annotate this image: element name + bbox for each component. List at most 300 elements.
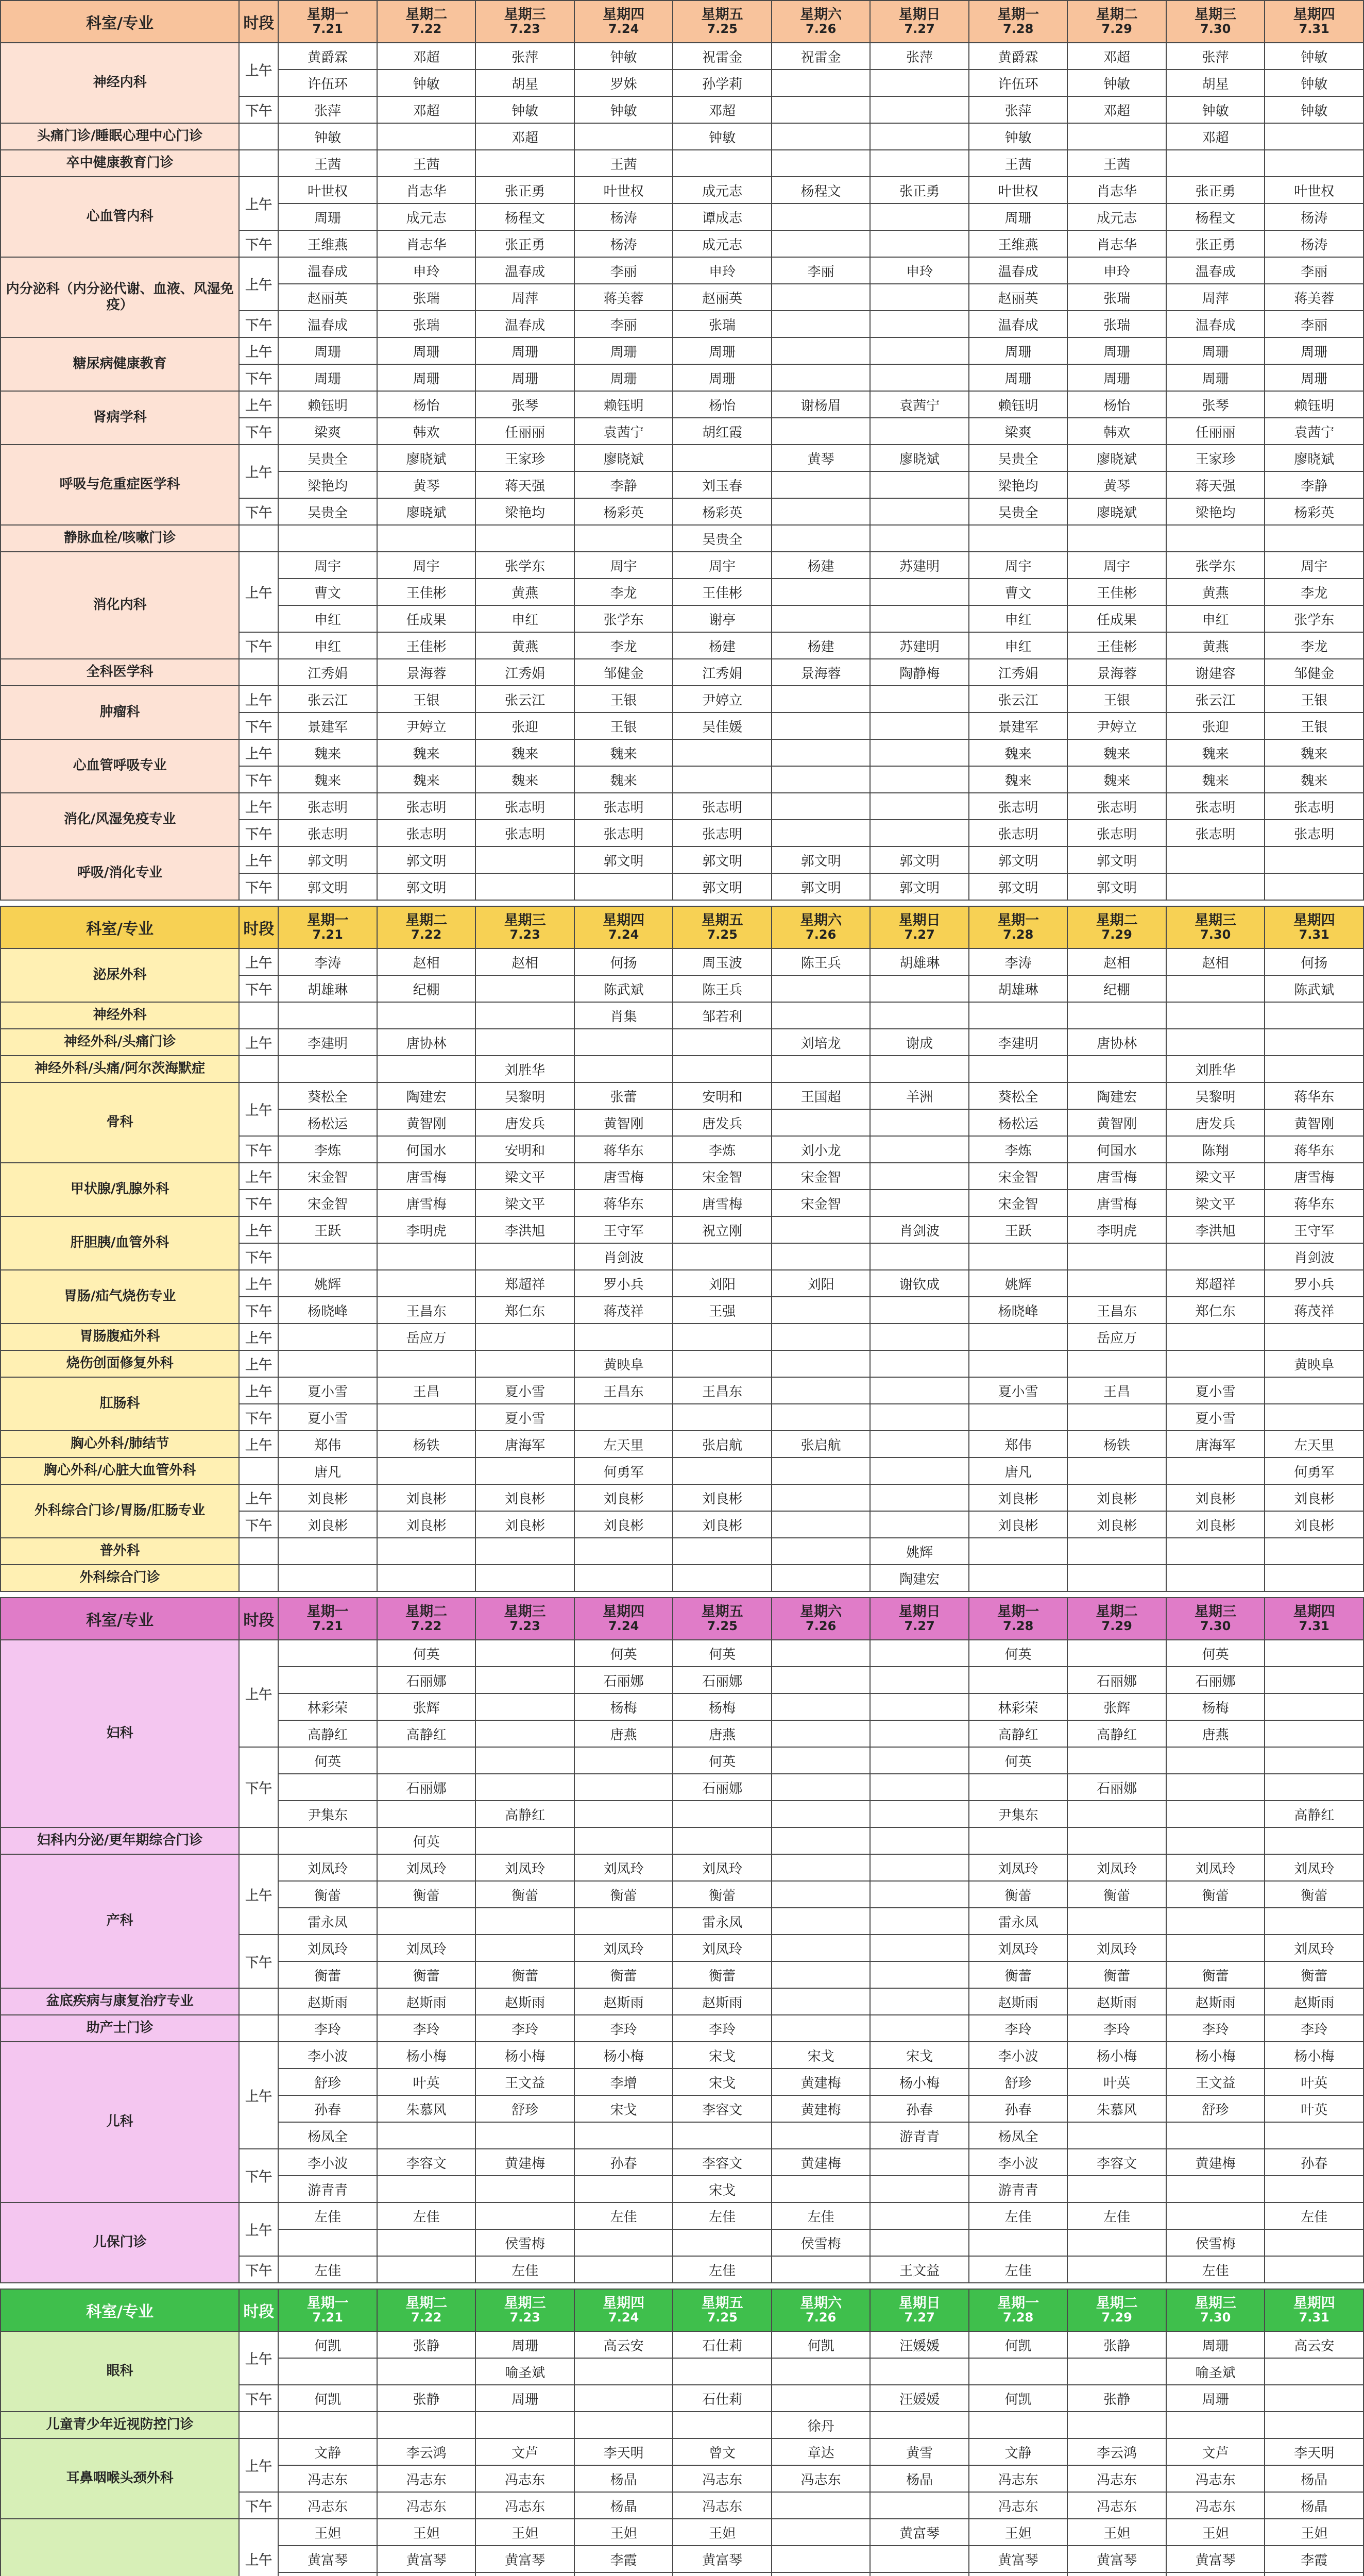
doctor-cell: 申红 <box>969 605 1068 632</box>
doctor-cell: 廖晓斌 <box>1067 498 1166 525</box>
doctor-cell: 张志明 <box>673 793 772 820</box>
doctor-cell <box>377 1908 476 1935</box>
doctor-cell: 刘良彬 <box>278 1484 377 1511</box>
time-label: 上午 <box>239 43 278 96</box>
doctor-cell: 石仕莉 <box>673 2385 772 2412</box>
doctor-cell: 张学东 <box>475 552 574 579</box>
doctor-cell <box>772 1538 871 1565</box>
doctor-cell <box>772 1377 871 1404</box>
header-day <box>377 1598 476 1640</box>
doctor-cell: 周珊 <box>1166 337 1265 364</box>
time-label: 下午 <box>239 96 278 123</box>
doctor-cell <box>278 1243 377 1270</box>
time-label: 上午 <box>239 1324 278 1350</box>
time-label: 下午 <box>239 1511 278 1538</box>
table-row <box>1 1082 1363 1109</box>
doctor-cell <box>870 1136 969 1163</box>
table-row <box>1 659 1363 686</box>
doctor-cell: 唐海军 <box>1166 1431 1265 1458</box>
doctor-cell: 杨晶 <box>574 2465 673 2492</box>
doctor-cell: 黄建梅 <box>772 2069 871 2095</box>
doctor-cell <box>870 1854 969 1881</box>
doctor-cell: 任成果 <box>1067 605 1166 632</box>
doctor-cell: 冯志东 <box>377 2492 476 2519</box>
doctor-cell: 张志明 <box>278 793 377 820</box>
doctor-cell: 钟敏 <box>278 123 377 150</box>
doctor-cell: 温春成 <box>278 257 377 284</box>
doctor-cell <box>673 766 772 793</box>
table-row <box>1 445 1363 471</box>
doctor-cell: 梁爽 <box>969 418 1068 445</box>
doctor-cell <box>574 525 673 552</box>
time-label: 下午 <box>239 1404 278 1431</box>
doctor-cell <box>772 2492 871 2519</box>
doctor-cell: 郑伟 <box>278 1431 377 1458</box>
doctor-cell <box>772 1854 871 1881</box>
weekday-label: 星期六 <box>800 912 842 929</box>
doctor-cell <box>1166 1827 1265 1854</box>
weekday-label: 星期三 <box>1195 912 1237 929</box>
doctor-cell: 杨建 <box>772 552 871 579</box>
section-green <box>0 2289 1364 2576</box>
doctor-cell <box>574 1774 673 1801</box>
doctor-cell: 衡蕾 <box>1067 1881 1166 1908</box>
doctor-cell: 何凯 <box>969 2331 1068 2358</box>
doctor-cell: 黄智刚 <box>1265 1109 1363 1136</box>
doctor-cell <box>1265 2176 1363 2202</box>
doctor-cell <box>870 686 969 713</box>
doctor-cell <box>673 2229 772 2256</box>
doctor-cell: 赵丽英 <box>278 284 377 311</box>
dept-label: 胃肠腹疝外科 <box>1 1324 239 1350</box>
doctor-cell: 黄建梅 <box>772 2149 871 2176</box>
doctor-cell: 申玲 <box>377 257 476 284</box>
time-label: 上午 <box>239 793 278 820</box>
doctor-cell: 何英 <box>673 1640 772 1667</box>
time-label: 下午 <box>239 1136 278 1163</box>
doctor-cell: 梁艳均 <box>969 471 1068 498</box>
time-label: 下午 <box>239 1190 278 1216</box>
doctor-cell: 何凯 <box>278 2385 377 2412</box>
time-label: 下午 <box>239 2385 278 2412</box>
doctor-cell: 周宇 <box>278 552 377 579</box>
weekday-label: 星期五 <box>701 7 743 23</box>
doctor-cell: 赵丽英 <box>969 284 1068 311</box>
doctor-cell <box>1265 1056 1363 1082</box>
doctor-cell: 李炼 <box>278 1136 377 1163</box>
weekday-label: 星期一 <box>306 7 349 23</box>
doctor-cell <box>673 2358 772 2385</box>
doctor-cell: 赵斯雨 <box>969 1988 1068 2015</box>
doctor-cell: 赖钰明 <box>574 391 673 418</box>
doctor-cell <box>772 1458 871 1484</box>
doctor-cell: 杨程文 <box>1166 204 1265 230</box>
doctor-cell <box>772 337 871 364</box>
doctor-cell: 黄富琴 <box>377 2546 476 2572</box>
weekday-label: 星期日 <box>898 1604 941 1620</box>
doctor-cell: 衡蕾 <box>574 1881 673 1908</box>
time-label: 下午 <box>239 1243 278 1270</box>
doctor-cell: 黄富琴 <box>969 2546 1068 2572</box>
date-label: 7.22 <box>411 2310 442 2325</box>
weekday-label: 星期一 <box>997 2295 1039 2312</box>
doctor-cell <box>475 2202 574 2229</box>
header-row <box>1 2289 1363 2331</box>
doctor-cell: 张志明 <box>1166 820 1265 846</box>
doctor-cell <box>475 1935 574 1961</box>
doctor-cell: 左佳 <box>278 2202 377 2229</box>
doctor-cell <box>870 2229 969 2256</box>
doctor-cell: 王茜 <box>377 150 476 177</box>
doctor-cell: 周珊 <box>1166 2385 1265 2412</box>
doctor-cell: 祝雷金 <box>673 43 772 70</box>
doctor-cell <box>870 820 969 846</box>
weekday-label: 星期一 <box>997 912 1039 929</box>
doctor-cell: 黄映阜 <box>1265 1350 1363 1377</box>
doctor-cell: 蒋华东 <box>1265 1136 1363 1163</box>
doctor-cell: 唐雪梅 <box>377 1163 476 1190</box>
weekday-label: 星期二 <box>405 1604 448 1620</box>
doctor-cell: 张志明 <box>1067 820 1166 846</box>
doctor-cell <box>377 2229 476 2256</box>
weekday-label: 星期四 <box>603 7 645 23</box>
doctor-cell: 陈翔 <box>1166 1136 1265 1163</box>
date-label: 7.23 <box>509 2310 540 2325</box>
doctor-cell: 谭成志 <box>673 204 772 230</box>
doctor-cell: 刘玉春 <box>673 471 772 498</box>
header-day <box>1265 1598 1363 1640</box>
doctor-cell: 宋戈 <box>673 2176 772 2202</box>
doctor-cell: 赵丽英 <box>673 284 772 311</box>
doctor-cell: 杨涛 <box>574 204 673 230</box>
doctor-cell <box>475 1538 574 1565</box>
doctor-cell: 何英 <box>969 1747 1068 1774</box>
table-row <box>1 1640 1363 1667</box>
doctor-cell <box>772 150 871 177</box>
doctor-cell: 杨涛 <box>1265 230 1363 257</box>
doctor-cell: 杨晓峰 <box>969 1297 1068 1324</box>
doctor-cell <box>772 605 871 632</box>
doctor-cell: 邓超 <box>377 43 476 70</box>
schedule-table <box>0 1597 1364 2283</box>
doctor-cell: 宋戈 <box>772 2042 871 2069</box>
doctor-cell: 廖晓斌 <box>1067 445 1166 471</box>
doctor-cell: 钟敏 <box>1265 96 1363 123</box>
doctor-cell: 任丽丽 <box>1166 418 1265 445</box>
doctor-cell: 高静红 <box>278 1720 377 1747</box>
doctor-cell: 魏来 <box>475 739 574 766</box>
doctor-cell: 张学东 <box>1166 552 1265 579</box>
doctor-cell: 孙春 <box>969 2095 1068 2122</box>
time-label: 上午 <box>239 445 278 498</box>
doctor-cell <box>1265 525 1363 552</box>
header-day <box>1067 1 1166 43</box>
doctor-cell: 李丽 <box>1265 257 1363 284</box>
doctor-cell: 衡蕾 <box>1166 1961 1265 1988</box>
doctor-cell <box>574 873 673 900</box>
header-day <box>772 1 871 43</box>
doctor-cell: 宋戈 <box>673 2069 772 2095</box>
time-label <box>239 2015 278 2042</box>
doctor-cell: 左佳 <box>969 2256 1068 2283</box>
doctor-cell <box>870 1109 969 1136</box>
doctor-cell <box>673 739 772 766</box>
dept-label: 眼科 <box>1 2331 239 2412</box>
weekday-label: 星期五 <box>701 2295 743 2312</box>
time-label: 下午 <box>239 975 278 1002</box>
schedule-table <box>0 2289 1364 2576</box>
dept-label: 助产士门诊 <box>1 2015 239 2042</box>
doctor-cell <box>870 1190 969 1216</box>
time-label: 下午 <box>239 820 278 846</box>
doctor-cell: 衡蕾 <box>1166 1881 1265 1908</box>
header-day <box>574 906 673 948</box>
doctor-cell: 赵相 <box>475 948 574 975</box>
doctor-cell: 蒋华东 <box>1265 1190 1363 1216</box>
doctor-cell: 高静红 <box>475 1801 574 1827</box>
doctor-cell: 王维燕 <box>278 230 377 257</box>
doctor-cell: 周珊 <box>475 2385 574 2412</box>
doctor-cell <box>278 2229 377 2256</box>
doctor-cell: 朱慕风 <box>1067 2095 1166 2122</box>
date-label: 7.27 <box>904 927 935 942</box>
doctor-cell: 孙学莉 <box>673 70 772 96</box>
header-day <box>969 906 1068 948</box>
doctor-cell <box>278 1538 377 1565</box>
table-row <box>1 150 1363 177</box>
doctor-cell <box>772 2358 871 2385</box>
time-label <box>239 525 278 552</box>
doctor-cell: 张启航 <box>772 1431 871 1458</box>
dept-label: 骨科 <box>1 1082 239 1163</box>
doctor-cell: 尹集东 <box>278 1801 377 1827</box>
doctor-cell: 郭文明 <box>969 873 1068 900</box>
doctor-cell <box>574 2256 673 2283</box>
doctor-cell: 张正勇 <box>870 177 969 204</box>
doctor-cell: 张志明 <box>969 793 1068 820</box>
doctor-cell: 赵斯雨 <box>1067 1988 1166 2015</box>
table-row <box>1 846 1363 873</box>
doctor-cell: 成元志 <box>1067 204 1166 230</box>
table-row <box>1 686 1363 713</box>
doctor-cell <box>278 2412 377 2438</box>
doctor-cell <box>772 1881 871 1908</box>
doctor-cell: 李玲 <box>969 2015 1068 2042</box>
header-day <box>1166 2289 1265 2331</box>
doctor-cell: 李建明 <box>278 1029 377 1056</box>
doctor-cell: 夏小雪 <box>475 1404 574 1431</box>
doctor-cell: 梁文平 <box>475 1190 574 1216</box>
doctor-cell <box>1067 1350 1166 1377</box>
doctor-cell: 吴贵全 <box>673 525 772 552</box>
weekday-label: 星期一 <box>306 912 349 929</box>
header-day <box>870 1 969 43</box>
doctor-cell: 安明和 <box>673 1082 772 1109</box>
doctor-cell: 钟敏 <box>574 96 673 123</box>
date-label: 7.24 <box>608 927 639 942</box>
doctor-cell <box>1067 1458 1166 1484</box>
time-label: 上午 <box>239 1163 278 1190</box>
doctor-cell: 郭文明 <box>870 846 969 873</box>
doctor-cell: 申红 <box>475 605 574 632</box>
doctor-cell: 宋金智 <box>969 1163 1068 1190</box>
doctor-cell: 邓超 <box>377 96 476 123</box>
doctor-cell: 景建军 <box>969 713 1068 739</box>
doctor-cell <box>870 2176 969 2202</box>
doctor-cell: 衡蕾 <box>475 1881 574 1908</box>
doctor-cell <box>772 793 871 820</box>
dept-label: 呼吸/消化专业 <box>1 846 239 900</box>
doctor-cell: 郭文明 <box>772 846 871 873</box>
doctor-cell <box>1265 2412 1363 2438</box>
dept-label: 甲状腺/乳腺外科 <box>1 1163 239 1216</box>
doctor-cell: 宋金智 <box>278 1190 377 1216</box>
doctor-cell: 郑仁东 <box>1166 1297 1265 1324</box>
table-row <box>1 1565 1363 1591</box>
doctor-cell <box>1067 2229 1166 2256</box>
doctor-cell: 杨松运 <box>278 1109 377 1136</box>
doctor-cell: 冯志东 <box>673 2465 772 2492</box>
time-label <box>239 1458 278 1484</box>
doctor-cell: 王妲 <box>475 2519 574 2546</box>
doctor-cell: 吴黎明 <box>1166 1082 1265 1109</box>
header-day <box>1166 906 1265 948</box>
header-day <box>969 1 1068 43</box>
doctor-cell: 冯志东 <box>377 2465 476 2492</box>
weekday-label: 星期六 <box>800 2295 842 2312</box>
doctor-cell: 李建明 <box>969 1029 1068 1056</box>
table-row <box>1 257 1363 284</box>
doctor-cell <box>870 2412 969 2438</box>
doctor-cell: 李天明 <box>1265 2438 1363 2465</box>
table-row <box>1 1056 1363 1082</box>
weekday-label: 星期日 <box>898 912 941 929</box>
time-label: 下午 <box>239 498 278 525</box>
date-label: 7.26 <box>806 21 837 36</box>
table-row <box>1 337 1363 364</box>
doctor-cell <box>1067 123 1166 150</box>
doctor-cell: 杨彩英 <box>574 498 673 525</box>
header-dept: 科室/专业 <box>1 1598 239 1640</box>
doctor-cell: 宋金智 <box>772 1190 871 1216</box>
doctor-cell: 雷永凤 <box>278 1908 377 1935</box>
doctor-cell <box>772 498 871 525</box>
doctor-cell: 刘小龙 <box>772 1136 871 1163</box>
doctor-cell: 邓超 <box>475 123 574 150</box>
time-label: 上午 <box>239 2202 278 2256</box>
doctor-cell: 郭文明 <box>870 873 969 900</box>
time-label: 上午 <box>239 2519 278 2576</box>
doctor-cell: 左佳 <box>673 2256 772 2283</box>
doctor-cell: 李洪旭 <box>1166 1216 1265 1243</box>
doctor-cell: 赵斯雨 <box>1265 1988 1363 2015</box>
doctor-cell: 李龙 <box>1265 579 1363 605</box>
doctor-cell: 王佳彬 <box>1067 632 1166 659</box>
doctor-cell: 衡蕾 <box>278 1881 377 1908</box>
doctor-cell <box>1067 525 1166 552</box>
doctor-cell: 郭文明 <box>278 873 377 900</box>
doctor-cell: 游青青 <box>278 2176 377 2202</box>
doctor-cell: 孙春 <box>1265 2149 1363 2176</box>
dept-label: 儿科 <box>1 2042 239 2202</box>
doctor-cell <box>969 2358 1068 2385</box>
dept-label: 消化内科 <box>1 552 239 659</box>
time-label: 上午 <box>239 1854 278 1935</box>
doctor-cell: 申玲 <box>673 257 772 284</box>
doctor-cell: 李增 <box>574 2069 673 2095</box>
weekday-label: 星期一 <box>997 7 1039 23</box>
time-label: 下午 <box>239 766 278 793</box>
doctor-cell: 周珊 <box>574 364 673 391</box>
doctor-cell <box>574 1538 673 1565</box>
doctor-cell: 陈王兵 <box>673 975 772 1002</box>
doctor-cell <box>475 975 574 1002</box>
doctor-cell: 黄智刚 <box>574 1109 673 1136</box>
doctor-cell: 叶世权 <box>969 177 1068 204</box>
doctor-cell <box>870 2492 969 2519</box>
doctor-cell <box>1166 525 1265 552</box>
doctor-cell: 杨松运 <box>969 1109 1068 1136</box>
doctor-cell: 衡蕾 <box>475 1961 574 1988</box>
doctor-cell <box>1067 1056 1166 1082</box>
doctor-cell: 李云鸿 <box>377 2438 476 2465</box>
time-label <box>239 1827 278 1854</box>
doctor-cell: 周珊 <box>1166 364 1265 391</box>
doctor-cell <box>870 364 969 391</box>
doctor-cell: 李云鸿 <box>1067 2438 1166 2465</box>
doctor-cell: 张瑞 <box>1067 311 1166 337</box>
doctor-cell: 魏来 <box>574 739 673 766</box>
doctor-cell: 陈王兵 <box>772 948 871 975</box>
time-label: 上午 <box>239 686 278 713</box>
doctor-cell <box>377 1538 476 1565</box>
doctor-cell: 郑超祥 <box>475 1270 574 1297</box>
doctor-cell <box>772 1988 871 2015</box>
doctor-cell <box>574 1747 673 1774</box>
doctor-cell <box>574 1908 673 1935</box>
doctor-cell: 韩欢 <box>1067 418 1166 445</box>
doctor-cell: 祝立刚 <box>673 1216 772 1243</box>
dept-label: 呼吸与危重症医学科 <box>1 445 239 525</box>
doctor-cell: 李玲 <box>1265 2015 1363 2042</box>
date-label: 7.31 <box>1299 1618 1329 1633</box>
table-row <box>1 1854 1363 1881</box>
doctor-cell <box>772 1640 871 1667</box>
weekday-label: 星期四 <box>1293 1604 1335 1620</box>
doctor-cell <box>1265 1774 1363 1801</box>
doctor-cell: 胡红霞 <box>673 418 772 445</box>
table-row <box>1 2015 1363 2042</box>
header-day <box>278 2289 377 2331</box>
doctor-cell: 刘凤玲 <box>475 1854 574 1881</box>
time-label: 上午 <box>239 2331 278 2385</box>
doctor-cell: 杨怡 <box>377 391 476 418</box>
doctor-cell: 刘凤玲 <box>1166 1854 1265 1881</box>
doctor-cell: 钟敏 <box>475 96 574 123</box>
doctor-cell: 李静 <box>1265 471 1363 498</box>
doctor-cell <box>772 311 871 337</box>
doctor-cell <box>870 150 969 177</box>
doctor-cell <box>772 1324 871 1350</box>
doctor-cell: 杨凤全 <box>278 2122 377 2149</box>
doctor-cell: 黄富琴 <box>1067 2546 1166 2572</box>
time-label: 下午 <box>239 2256 278 2283</box>
doctor-cell: 杨怡 <box>673 391 772 418</box>
doctor-cell: 叶英 <box>1265 2069 1363 2095</box>
doctor-cell: 叶英 <box>1265 2095 1363 2122</box>
header-day <box>377 1 476 43</box>
doctor-cell <box>870 1640 969 1667</box>
